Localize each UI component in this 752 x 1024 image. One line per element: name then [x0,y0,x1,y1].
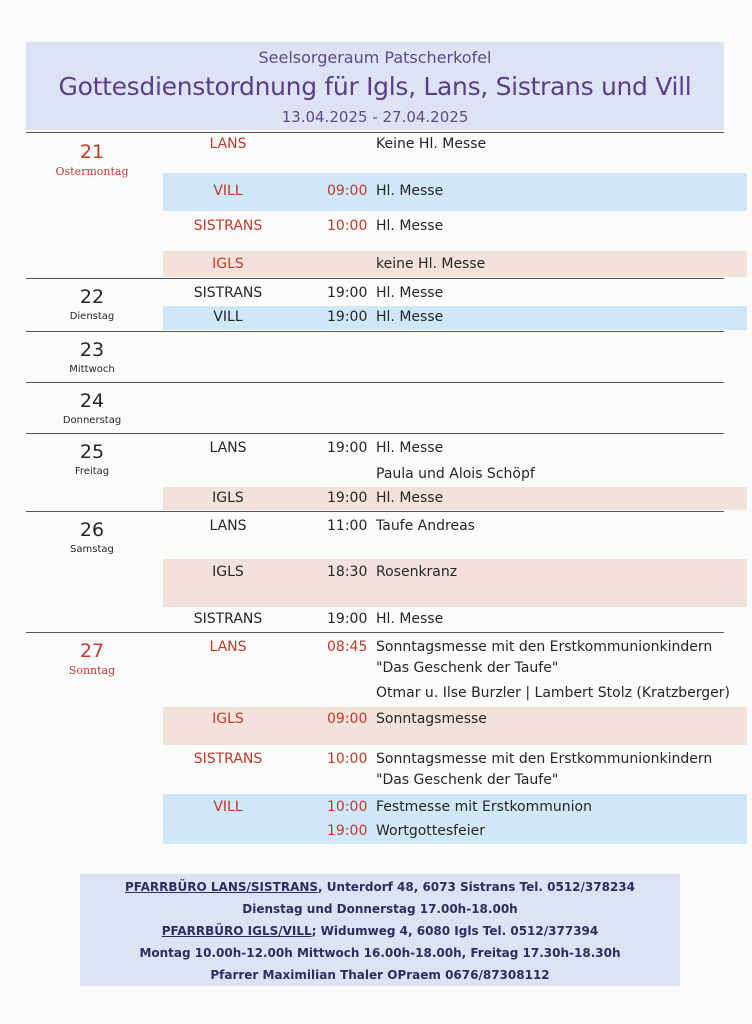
day-label [26,140,158,179]
place: VILL [213,799,243,815]
day-name: Ostermontag [55,165,129,178]
divider [26,632,724,633]
service-row [163,748,747,794]
event: Hl. Messe [376,218,444,234]
time: 19:00 [327,490,368,506]
event-subtitle: "Das Geschenk der Taufe" [376,772,559,788]
divider [26,382,724,383]
day-name: Dienstag [69,311,115,322]
date-range: 13.04.2025 - 27.04.2025 [281,108,469,126]
day-number: 26 [79,519,105,541]
place: LANS [209,639,247,655]
event: Wortgottesfeier [376,823,485,839]
service-row [163,487,747,510]
time: 10:00 [327,218,368,234]
day-section-22 [26,280,724,331]
service-row [163,637,747,705]
event: Taufe Andreas [376,518,475,534]
time: 19:00 [327,823,368,839]
office1-line [80,880,680,894]
day-name: Samstag [70,544,114,555]
service-row [163,306,747,330]
place: SISTRANS [193,218,263,234]
day-section-27 [26,634,730,846]
service-row [163,609,747,631]
divider [26,331,724,332]
day-label [26,285,158,324]
header-banner [26,42,724,130]
office2-line [80,924,680,938]
day-label [26,440,158,479]
event: Hl. Messe [376,183,444,199]
event: Rosenkranz [376,564,458,580]
service-row [163,251,747,277]
divider [26,433,724,434]
day-number: 22 [79,286,105,308]
event: keine Hl. Messe [376,256,486,272]
place: IGLS [212,711,244,727]
day-name: Sonntag [68,664,116,677]
time: 09:00 [327,183,368,199]
day-section-21 [26,134,724,278]
event: Hl. Messe [376,309,444,325]
day-number: 23 [79,339,105,361]
day-number: 24 [79,390,105,412]
event: Hl. Messe [376,285,444,301]
time: 09:00 [327,711,368,727]
event: Sonntagsmesse [376,711,487,727]
place: LANS [209,440,247,456]
event: Sonntagsmesse mit den Erstkommunionkindern [376,751,713,767]
event: Hl. Messe [376,490,444,506]
service-row [163,214,747,250]
time: 08:45 [327,639,368,655]
office2-name: PFARRBÜRO IGLS/VILL [161,924,312,938]
office1-address: , Unterdorf 48, 6073 Sistrans Tel. 0512/378234 [318,880,635,894]
intention-note: Paula und Alois Schöpf [376,466,535,482]
day-label [26,389,158,428]
day-name: Mittwoch [69,364,115,375]
service-row [163,516,747,540]
day-label [26,518,158,557]
service-row [163,438,747,486]
divider [26,278,724,279]
contact-footer [80,874,680,986]
place: VILL [213,183,243,199]
place: IGLS [212,490,244,506]
time: 18:30 [327,564,368,580]
day-number: 25 [79,441,105,463]
day-number: 21 [79,141,105,163]
service-row [163,132,747,162]
place: LANS [209,136,247,152]
page-title: Gottesdienstordnung für Igls, Lans, Sistrans und Vill [58,72,692,101]
divider [26,511,724,512]
place: SISTRANS [193,751,263,767]
time: 19:00 [327,285,368,301]
office1-name: PFARRBÜRO LANS/SISTRANS [125,880,319,894]
intention-note: Otmar u. Ilse Burzler | Lambert Stolz (Kratzberger) [376,685,730,701]
time: 19:00 [327,440,368,456]
event: Sonntagsmesse mit den Erstkommunionkindern [376,639,713,655]
time: 19:00 [327,611,368,627]
service-row [163,794,747,844]
event: Keine Hl. Messe [376,136,487,152]
event: Hl. Messe [376,440,444,456]
event-subtitle: "Das Geschenk der Taufe" [376,660,559,676]
header-subtitle: Seelsorgeraum Patscherkofel [258,48,492,67]
day-number: 27 [79,640,105,662]
place: IGLS [212,256,244,272]
service-row [163,559,747,607]
day-label [26,338,158,377]
event: Hl. Messe [376,611,444,627]
day-section-26 [26,513,724,632]
pastor-contact: Pfarrer Maximilian Thaler OPraem 0676/87308112 [210,968,550,982]
event: Festmesse mit Erstkommunion [376,799,592,815]
office2-hours: Montag 10.00h-12.00h Mittwoch 16.00h-18.00h, Freitag 17.30h-18.30h [139,946,621,960]
day-name: Freitag [74,466,110,477]
day-label [26,639,158,678]
time: 10:00 [327,799,368,815]
office2-address: ; Widumweg 4, 6080 Igls Tel. 0512/377394 [311,924,599,938]
service-row [163,283,747,305]
place: SISTRANS [193,611,263,627]
place: LANS [209,518,247,534]
time: 19:00 [327,309,368,325]
time: 11:00 [327,518,368,534]
place: VILL [213,309,243,325]
day-section-24 [26,384,724,433]
time: 10:00 [327,751,368,767]
day-section-23 [26,333,724,382]
office1-hours: Dienstag und Donnerstag 17.00h-18.00h [242,902,518,916]
place: SISTRANS [193,285,263,301]
service-row [163,707,747,745]
day-section-25 [26,435,724,511]
day-name: Donnerstag [62,415,122,426]
service-row [163,173,747,211]
place: IGLS [212,564,244,580]
